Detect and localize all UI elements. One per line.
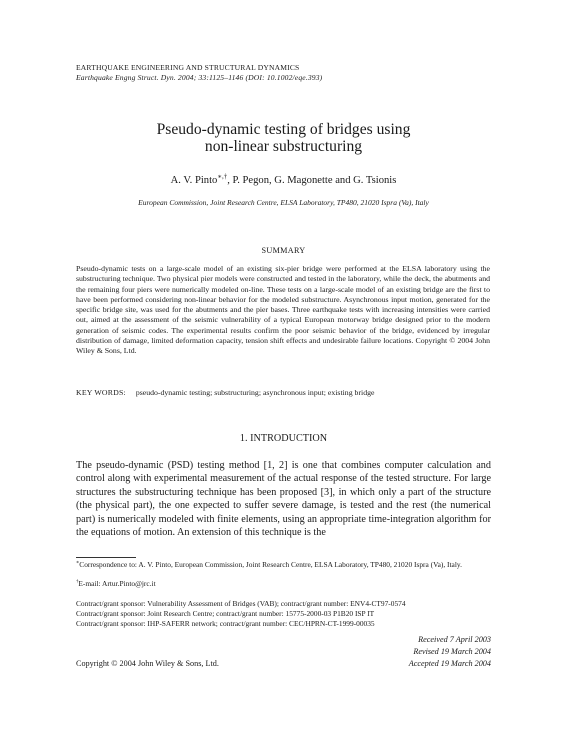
author-list [0, 175, 567, 186]
publication-dates [409, 634, 491, 670]
date-revised: Revised 19 March 2004 [413, 647, 491, 656]
journal-name: EARTHQUAKE ENGINEERING AND STRUCTURAL DYNAMICS [76, 63, 300, 72]
date-received: Received 7 April 2003 [418, 635, 491, 644]
footnote-correspondence [76, 560, 491, 569]
keywords-text: pseudo-dynamic testing; substructuring; asynchronous input; existing bridge [135, 388, 375, 397]
email-mark: † [76, 579, 79, 585]
footnote-rule [76, 557, 136, 558]
email-text: E-mail: Artur.Pinto@jrc.it [78, 579, 156, 588]
summary-heading: SUMMARY [261, 246, 306, 255]
sponsor-line: Contract/grant sponsor: Joint Research Centre; contract/grant number: 15775-2000-03 P1B20 ISP IT [76, 609, 375, 618]
author-rest: , P. Pegon, G. Magonette and G. Tsionis [227, 175, 397, 186]
keywords-label: KEY WORDS: [76, 388, 126, 397]
paper-title [0, 121, 567, 155]
sponsor-line: Contract/grant sponsor: IHP-SAFERR network; contract/grant number: CEC/HPRN-CT-1999-00035 [76, 619, 375, 628]
title-line-1: Pseudo-dynamic testing of bridges using [156, 121, 411, 138]
correspondence-text: Correspondence to: A. V. Pinto, European Commission, Joint Research Centre, ELSA Laboratory, TP480, 21020 Ispra (Va), Italy. [79, 560, 462, 569]
date-accepted: Accepted 19 March 2004 [408, 659, 491, 668]
copyright-notice: Copyright © 2004 John Wiley & Sons, Ltd. [76, 659, 219, 668]
abstract-text: Pseudo-dynamic tests on a large-scale model of an existing six-pier bridge were performed at the ELSA laboratory using the substructuring technique. Two physical pier models were constructed and tested in the laboratory, while the deck, the abutments and the remaining four piers were numerically modeled on-line. These tests on a large-scale model of an existing bridge are the first to have been performed considering non-linear behavior for the modeled substructure. Asynchronous input motion, generated for the specific bridge site, was used for the abutments and the pier bases. Three earthquake tests with increasing intensities were carried out, aimed at the assessment of the seismic vulnerability of a typical European motorway bridge designed prior to the modern generation of seismic codes. The experimental results confirm the poor seismic behavior of the bridge, evidenced by irregular distribution of damage, limited deformation capacity, tension shift effects and undesirable failure locations. Copyright © 2004 John Wiley & Sons, Ltd. [76, 264, 490, 356]
introduction-paragraph: The pseudo-dynamic (PSD) testing method [1, 2] is one that combines computer calculation and control along with experimental measurement of the actual response of the tested structure. For large structures the substructuring technique has been proposed [3], in which only a part of the structure (the physical part), the one expected to suffer severe damage, is tested and the rest (the numerical part) is numerically modeled with finite elements, using an appropriate time-integration algorithm for the equations of motion. An extension of this technique is the [76, 460, 491, 539]
keywords [76, 388, 490, 397]
correspondence-mark: ∗ [76, 560, 80, 566]
author-marks: ∗,† [217, 173, 228, 181]
footnote-email [76, 579, 491, 588]
affiliation: European Commission, Joint Research Centre, ELSA Laboratory, TP480, 21020 Ispra (Va), Italy [138, 198, 429, 207]
journal-citation: Earthquake Engng Struct. Dyn. 2004; 33:1125–1146 (DOI: 10.1002/eqe.393) [76, 73, 323, 82]
journal-header [76, 63, 322, 83]
author-first: A. V. Pinto [170, 175, 218, 186]
sponsor-line: Contract/grant sponsor: Vulnerability Assessment of Bridges (VAB); contract/grant number: ENV4-CT97-0574 [76, 599, 406, 608]
title-line-2: non-linear substructuring [204, 138, 363, 155]
section-heading-introduction: 1. INTRODUCTION [239, 433, 328, 444]
